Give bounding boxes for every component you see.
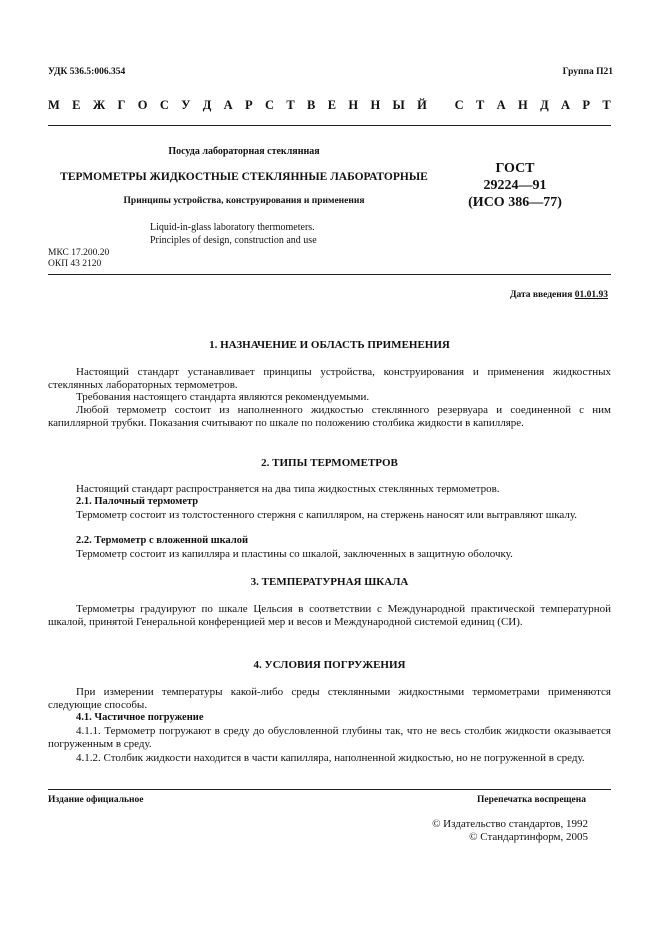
copyright-block bbox=[432, 818, 588, 844]
effective-date-value: 01.01.93 bbox=[574, 290, 608, 300]
standard-type-letter: Н bbox=[348, 98, 359, 112]
gost-label: ГОСТ bbox=[495, 161, 535, 176]
standard-type-letter: У bbox=[181, 98, 191, 112]
section-1-paragraph-3: Любой термометр состоит из наполненного жидкостью стеклянного резервуара и соединенной с ним капиллярной трубки. Показания считывают по шкале по положению столбика жидкости в капилляре. bbox=[48, 404, 611, 429]
section-2-2-heading: 2.2. Термометр с вложенной шкалой bbox=[76, 535, 249, 546]
standard-type-letter: С bbox=[159, 98, 169, 112]
footer-divider bbox=[48, 789, 611, 790]
standard-type-letter: Т bbox=[286, 98, 295, 112]
section-4-paragraph-1: При измерении температуры какой-либо среды стеклянными жидкостными термометрами применяются следующие способы. bbox=[48, 686, 611, 711]
standard-type-letter: Р bbox=[582, 98, 591, 112]
standard-type-letter: А bbox=[496, 98, 506, 112]
standard-type-heading bbox=[48, 98, 611, 113]
standard-type-letter: Т bbox=[475, 98, 485, 112]
iso-number: (ИСО 386—77) bbox=[468, 195, 562, 210]
section-2-heading: 2. ТИПЫ ТЕРМОМЕТРОВ bbox=[261, 457, 398, 469]
section-4-1-heading: 4.1. Частичное погружение bbox=[76, 712, 204, 723]
subtitle-category: Посуда лабораторная стеклянная bbox=[168, 146, 320, 157]
standard-type-letter: Й bbox=[417, 98, 427, 112]
section-4-1-1-text: 4.1.1. Термометр погружают в среду до обусловленной глубины так, что не весь столбик жидкости оказывается погруженным в среду. bbox=[48, 725, 611, 750]
standard-type-letter: Д bbox=[540, 98, 549, 112]
section-3-paragraph-1: Термометры градуируют по шкале Цельсия в соответствии с Международной практической температурной шкалой, принятой Генеральной конференцией мер и весов и Международной системой единиц (СИ). bbox=[48, 603, 611, 628]
section-2-1-heading: 2.1. Палочный термометр bbox=[76, 496, 199, 507]
section-4-1-2-text: 4.1.2. Столбик жидкости находится в части капилляра, наполненной жидкостью, но не погруженной в среду. bbox=[76, 752, 585, 764]
gost-number-block bbox=[450, 160, 580, 211]
section-3-heading: 3. ТЕМПЕРАТУРНАЯ ШКАЛА bbox=[250, 576, 409, 588]
standard-type-letter: О bbox=[137, 98, 148, 112]
document-title: ТЕРМОМЕТРЫ ЖИДКОСТНЫЕ СТЕКЛЯННЫЕ ЛАБОРАТОРНЫЕ bbox=[60, 171, 428, 183]
official-edition-label: Издание официальное bbox=[48, 795, 144, 805]
title-divider bbox=[48, 274, 611, 275]
english-title-line1: Liquid-in-glass laboratory thermometers. bbox=[150, 222, 315, 233]
standard-type-letter: М bbox=[48, 98, 60, 112]
udk-code: УДК 536.5:006.354 bbox=[48, 67, 126, 77]
english-title bbox=[150, 221, 317, 247]
standard-type-letter: А bbox=[561, 98, 571, 112]
reprint-prohibited-label: Перепечатка воспрещена bbox=[476, 795, 586, 805]
standard-type-letter: Ы bbox=[392, 98, 405, 112]
standard-type-letter: Р bbox=[245, 98, 253, 112]
standard-type-letter: С bbox=[265, 98, 275, 112]
section-1-heading: 1. НАЗНАЧЕНИЕ И ОБЛАСТЬ ПРИМЕНЕНИЯ bbox=[209, 339, 450, 351]
standard-type-letter: Н bbox=[518, 98, 528, 112]
standard-type-letter: С bbox=[454, 98, 464, 112]
copyright-line-2: © Стандартинформ, 2005 bbox=[469, 831, 588, 843]
standard-type-letter: Т bbox=[602, 98, 611, 112]
effective-date bbox=[510, 290, 608, 300]
standard-type-letter: В bbox=[307, 98, 316, 112]
standard-type-letter: Е bbox=[327, 98, 337, 112]
standard-type-letter: Ж bbox=[92, 98, 106, 112]
standard-type-letter: Н bbox=[370, 98, 381, 112]
mks-code: МКС 17.200.20 bbox=[48, 248, 110, 258]
top-divider bbox=[48, 125, 611, 126]
section-1-paragraph-1: Настоящий стандарт устанавливает принципы устройства, конструирования и применения жидкостных стеклянных лабораторных термометров. bbox=[48, 366, 611, 391]
standard-type-letter bbox=[439, 98, 442, 113]
classification-codes bbox=[48, 248, 109, 270]
group-code: Группа П21 bbox=[562, 67, 613, 77]
copyright-line-1: © Издательство стандартов, 1992 bbox=[432, 818, 588, 830]
standard-type-letter: А bbox=[223, 98, 233, 112]
english-title-line2: Principles of design, construction and use bbox=[150, 235, 317, 246]
section-1-paragraph-2: Требования настоящего стандарта являются рекомендуемыми. bbox=[76, 391, 370, 403]
document-subtitle: Принципы устройства, конструирования и применения bbox=[123, 196, 365, 206]
section-2-1-text: Термометр состоит из толстостенного стержня с капилляром, на стержень наносят или вытравляют шкалу. bbox=[76, 509, 577, 521]
standard-type-letter: Д bbox=[202, 98, 212, 112]
section-4-heading: 4. УСЛОВИЯ ПОГРУЖЕНИЯ bbox=[253, 659, 406, 671]
standard-type-letter: Е bbox=[72, 98, 81, 112]
section-2-2-text: Термометр состоит из капилляра и пластины со шкалой, заключенных в защитную оболочку. bbox=[76, 548, 513, 560]
okp-code: ОКП 43 2120 bbox=[48, 259, 102, 269]
standard-type-letter: Г bbox=[117, 98, 126, 112]
effective-date-label: Дата введения bbox=[509, 290, 573, 300]
gost-number: 29224—91 bbox=[483, 178, 547, 193]
section-2-paragraph-1: Настоящий стандарт распространяется на два типа жидкостных стеклянных термометров. bbox=[76, 483, 500, 495]
